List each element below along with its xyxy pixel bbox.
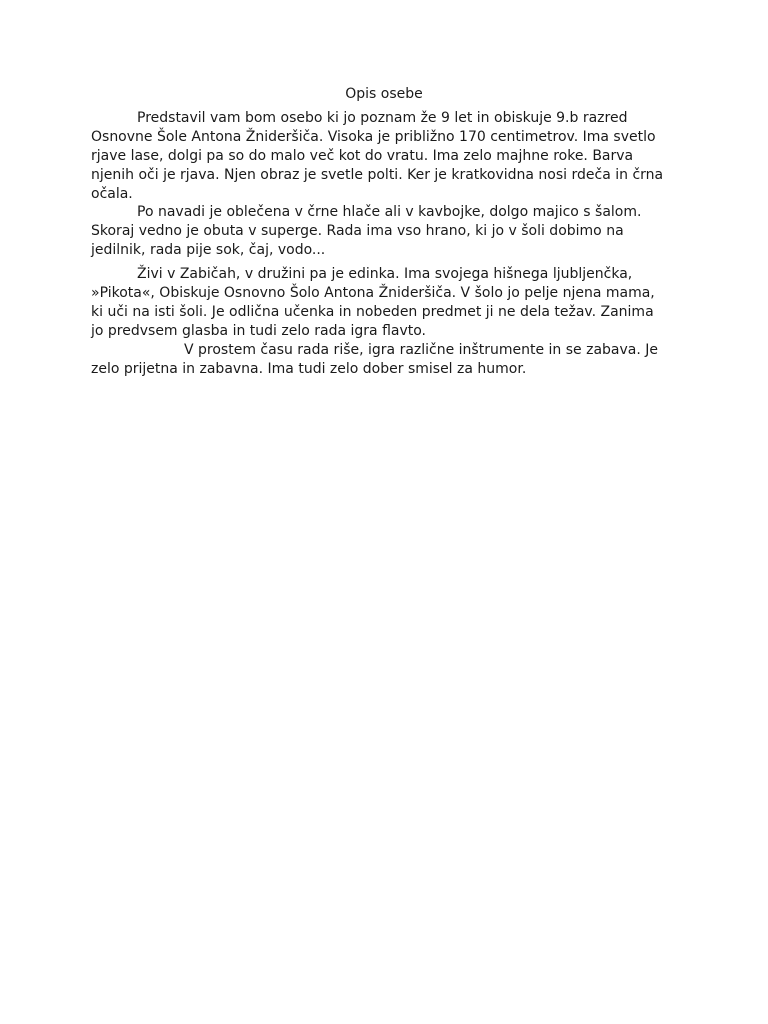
- paragraph-line: Osnovne Šole Antona Žnideršiča. Visoka je približno 170 centimetrov. Ima svetlo: [91, 129, 656, 145]
- paragraph-line: ki uči na isti šoli. Je odlična učenka in nobeden predmet ji ne dela težav. Zanima: [91, 304, 654, 320]
- paragraph-1: [91, 109, 663, 204]
- paragraph-line: Po navadi je oblečena v črne hlače ali v kavbojke, dolgo majico s šalom.: [137, 204, 642, 220]
- paragraph-line: zelo prijetna in zabavna. Ima tudi zelo dober smisel za humor.: [91, 361, 527, 377]
- paragraph-line: Predstavil vam bom osebo ki jo poznam že 9 let in obiskuje 9.b razred: [137, 110, 628, 126]
- document-title: Opis osebe: [345, 86, 423, 102]
- paragraph-2: [91, 203, 641, 260]
- paragraph-line: »Pikota«, Obiskuje Osnovno Šolo Antona Žnideršiča. V šolo jo pelje njena mama,: [91, 285, 655, 301]
- paragraph-line: V prostem času rada riše, igra različne inštrumente in se zabava. Je: [184, 342, 658, 358]
- paragraph-4: [91, 341, 658, 379]
- paragraph-line: jedilnik, rada pije sok, čaj, vodo...: [91, 242, 326, 258]
- paragraph-line: Živi v Zabičah, v družini pa je edinka. Ima svojega hišnega ljubljenčka,: [137, 266, 633, 282]
- paragraph-line: Skoraj vedno je obuta v superge. Rada ima vso hrano, ki jo v šoli dobimo na: [91, 223, 624, 239]
- paragraph-3: [91, 265, 655, 341]
- paragraph-line: jo predvsem glasba in tudi zelo rada igra flavto.: [91, 323, 427, 339]
- paragraph-line: očala.: [91, 186, 133, 202]
- paragraph-line: njenih oči je rjava. Njen obraz je svetle polti. Ker je kratkovidna nosi rdeča in črna: [91, 167, 664, 183]
- paragraph-line: rjave lase, dolgi pa so do malo več kot do vratu. Ima zelo majhne roke. Barva: [91, 148, 634, 164]
